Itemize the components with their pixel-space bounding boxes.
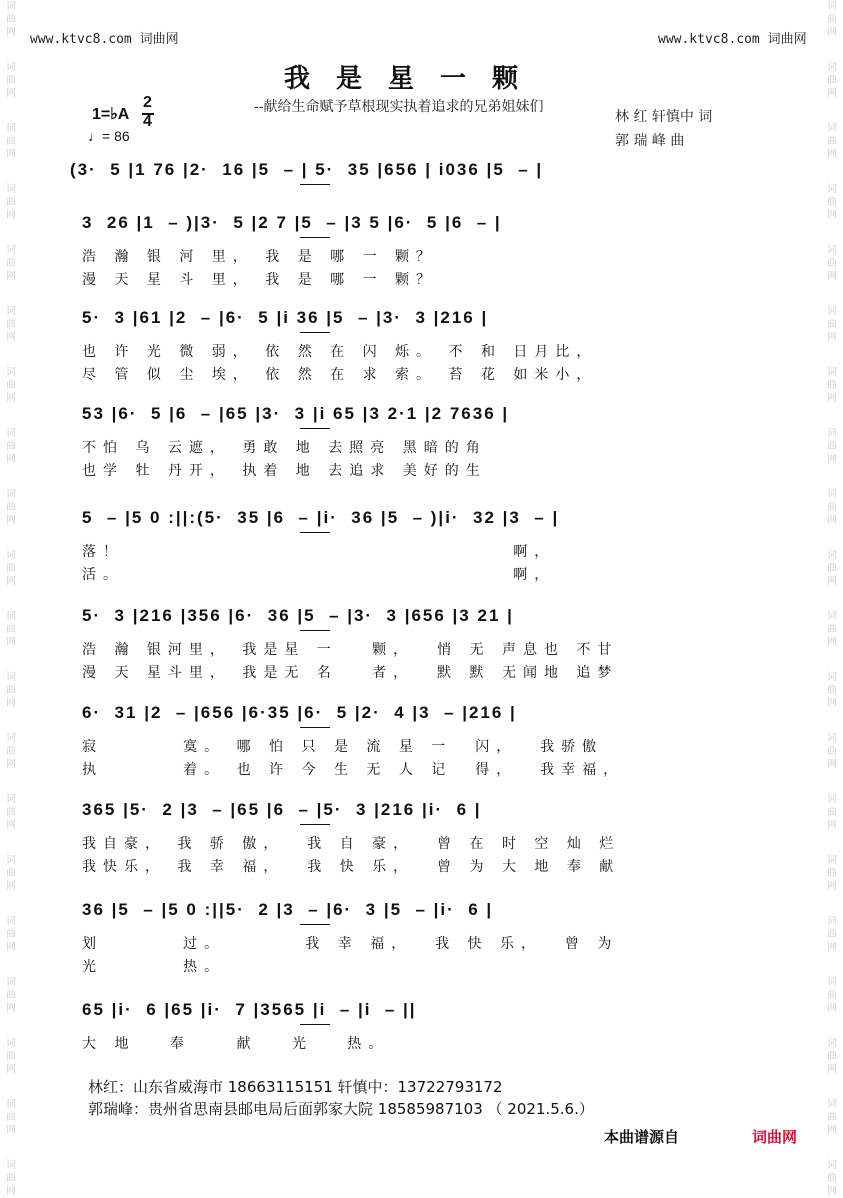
lyric-line: 我快乐， 我 幸 福， 我 快 乐， 曾 为 大 地 奉 献 <box>82 859 621 875</box>
watermark-text: 词 曲 网 <box>6 672 16 709</box>
watermark-text: 词 曲 网 <box>827 1160 837 1197</box>
source-site-link[interactable]: 词曲网 <box>752 1128 798 1146</box>
lyric-line: 也学 牡 丹开， 执着 地 去追求 美好的生 <box>82 463 487 479</box>
watermark-text: 词 曲 网 <box>6 1 16 38</box>
beam-underline <box>300 428 330 429</box>
watermark-text: 词 曲 网 <box>6 794 16 831</box>
beam-underline <box>300 532 330 533</box>
watermark-text: 词 曲 网 <box>6 611 16 648</box>
notation-line: 36 |5 – |5 0 :||5· 2 |3 – |6· 3 |5 – |i· 6 | <box>82 900 494 919</box>
lyric-line: 寂 寞。 哪 怕 只 是 流 星 一 闪， 我骄傲 <box>82 739 604 755</box>
watermark-text: 词 曲 网 <box>6 550 16 587</box>
notation-line: (3· 5 |1 76 |2· 16 |5 – | 5· 35 |656 | i036 |5 – | <box>70 160 544 179</box>
lyric-line: 执 着。 也 许 今 生 无 人 记 得， 我幸福， <box>82 762 625 778</box>
lyric-line: 大 地 奉 献 光 热。 <box>82 1036 390 1052</box>
notation-line: 5· 3 |216 |356 |6· 36 |5 – |3· 3 |656 |3 21 | <box>82 606 514 625</box>
lyric-line: 活。 啊， <box>82 567 556 583</box>
notation-line: 53 |6· 5 |6 – |65 |3· 3 |i 65 |3 2·1 |2 7636 | <box>82 404 510 423</box>
watermark-text: 词 曲 网 <box>6 1038 16 1075</box>
left-watermark-column <box>2 0 20 1197</box>
notation-line: 365 |5· 2 |3 – |65 |6 – |5· 3 |216 |i· 6 | <box>82 800 482 819</box>
watermark-text: 词 曲 网 <box>6 367 16 404</box>
watermark-text: 词 曲 网 <box>827 794 837 831</box>
watermark-text: 词 曲 网 <box>827 306 837 343</box>
lyric-line: 漫 天 星斗里， 我是无 名 者， 默 默 无闻地 追梦 <box>82 665 619 681</box>
beam-underline <box>300 1024 330 1025</box>
watermark-text: 词 曲 网 <box>827 1099 837 1136</box>
watermark-text: 词 曲 网 <box>827 672 837 709</box>
watermark-text: 词 曲 网 <box>6 733 16 770</box>
notation-line: 6· 31 |2 – |656 |6·35 |6· 5 |2· 4 |3 – |216 | <box>82 703 517 722</box>
lyric-line: 浩 瀚 银 河 里， 我 是 哪 一 颗？ <box>82 249 438 265</box>
beam-underline <box>300 184 330 185</box>
lyric-line: 浩 瀚 银河里， 我是星 一 颗， 悄 无 声息也 不甘 <box>82 642 619 658</box>
watermark-text: 词 曲 网 <box>827 550 837 587</box>
watermark-text: 词 曲 网 <box>6 62 16 99</box>
watermark-text: 词 曲 网 <box>827 1 837 38</box>
notation-line: 5· 3 |61 |2 – |6· 5 |i 36 |5 – |3· 3 |216 | <box>82 308 489 327</box>
song-subtitle: --献给生命赋予草根现实执着追求的兄弟姐妹们 <box>254 99 544 115</box>
watermark-text: 词 曲 网 <box>6 428 16 465</box>
watermark-text: 词 曲 网 <box>827 123 837 160</box>
watermark-text: 词 曲 网 <box>6 855 16 892</box>
watermark-text: 词 曲 网 <box>6 977 16 1014</box>
site-url-left[interactable]: www.ktvc8.com 词曲网 <box>30 32 179 47</box>
lyric-line: 划 过。 我 幸 福， 我 快 乐， 曾 为 <box>82 936 619 952</box>
lyric-line: 我自豪， 我 骄 傲， 我 自 豪， 曾 在 时 空 灿 烂 <box>82 836 621 852</box>
lyric-line: 尽 管 似 尘 埃， 依 然 在 求 索。 苔 花 如米小， <box>82 367 598 383</box>
watermark-text: 词 曲 网 <box>827 428 837 465</box>
source-label: 本曲谱源自 <box>604 1128 680 1146</box>
beam-underline <box>300 237 330 238</box>
site-url-right[interactable]: www.ktvc8.com 词曲网 <box>658 32 807 47</box>
time-signature-bottom: 4 <box>143 113 152 130</box>
watermark-text: 词 曲 网 <box>827 733 837 770</box>
lyric-line: 漫 天 星 斗 里， 我 是 哪 一 颗？ <box>82 272 438 288</box>
lyric-line: 落！ 啊， <box>82 544 556 560</box>
right-watermark-column <box>823 0 841 1197</box>
song-title: 我是星一颗 <box>284 64 545 94</box>
watermark-text: 词 曲 网 <box>6 306 16 343</box>
beam-underline <box>300 630 330 631</box>
key-signature: 1=♭A <box>92 106 130 123</box>
watermark-text: 词 曲 网 <box>6 1099 16 1136</box>
notation-line: 65 |i· 6 |65 |i· 7 |3565 |i – |i – || <box>82 1000 417 1019</box>
beam-underline <box>300 332 330 333</box>
beam-underline <box>300 924 330 925</box>
tempo-marking: ♩= 86 <box>88 128 130 144</box>
watermark-text: 词 曲 网 <box>827 916 837 953</box>
watermark-text: 词 曲 网 <box>827 62 837 99</box>
notation-line: 5 – |5 0 :||:(5· 35 |6 – |i· 36 |5 – )|i· 32 |3 – | <box>82 508 560 527</box>
lyric-line: 也 许 光 微 弱， 依 然 在 闪 烁。 不 和 日月比， <box>82 344 598 360</box>
notation-line: 3 26 |1 – )|3· 5 |2 7 |5 – |3 5 |6· 5 |6 – | <box>82 213 502 232</box>
time-signature-top: 2 <box>143 94 152 111</box>
composer-credit: 郭 瑞 峰 曲 <box>615 133 685 149</box>
contact-line-2: 郭瑞峰：贵州省思南县邮电局后面郭家大院 18585987103 （ 2021.5.6.） <box>88 1100 594 1118</box>
watermark-text: 词 曲 网 <box>827 367 837 404</box>
watermark-text: 词 曲 网 <box>6 489 16 526</box>
watermark-text: 词 曲 网 <box>827 977 837 1014</box>
watermark-text: 词 曲 网 <box>6 123 16 160</box>
watermark-text: 词 曲 网 <box>827 245 837 282</box>
contact-line-1: 林红：山东省威海市 18663115151 轩慎中：13722793172 <box>88 1078 503 1096</box>
watermark-text: 词 曲 网 <box>827 611 837 648</box>
watermark-text: 词 曲 网 <box>827 489 837 526</box>
watermark-text: 词 曲 网 <box>6 245 16 282</box>
watermark-text: 词 曲 网 <box>827 1038 837 1075</box>
watermark-text: 词 曲 网 <box>827 855 837 892</box>
lyric-line: 光 热。 <box>82 959 226 975</box>
lyricist-credit: 林 红 轩慎中 词 <box>615 109 713 125</box>
watermark-text: 词 曲 网 <box>6 184 16 221</box>
beam-underline <box>300 824 330 825</box>
watermark-text: 词 曲 网 <box>6 916 16 953</box>
watermark-text: 词 曲 网 <box>6 1160 16 1197</box>
lyric-line: 不怕 乌 云遮， 勇敢 地 去照亮 黑暗的角 <box>82 440 487 456</box>
watermark-text: 词 曲 网 <box>827 184 837 221</box>
beam-underline <box>300 727 330 728</box>
